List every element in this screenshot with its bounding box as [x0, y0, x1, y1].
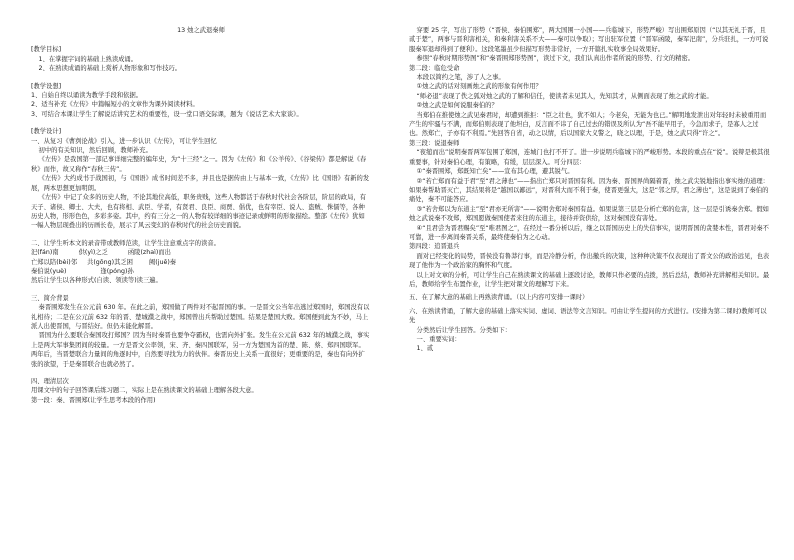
- intro-paragraph: 《左传》大约成书于战国初，与《国语》成书时间差不多，并且也是据传由上与基本一致，《左传》比《国语》有新的发展，两本思想更加明朗。: [31, 175, 370, 192]
- section6-line: 1、贰: [416, 345, 434, 353]
- structure-line: 第一段：秦、晋围郑(让学生思考本段的作用): [31, 396, 156, 404]
- lesson-title: 13 烛之武退秦师: [177, 27, 225, 34]
- intro-line: 一、从复习《曹刿论战》引入，进一步认识《左传》，可让学生回忆: [31, 137, 217, 145]
- right-column: [409, 26, 771, 354]
- section6-line: 一、重要实词：: [416, 336, 461, 343]
- stage2-line: ②烛之武是如何说服秦伯的？: [416, 102, 498, 110]
- stage3-line: ②“若亡郑而有益于君”至“君之薄也”——指出亡郑只对晋国有利。因为秦、晋国界尚隔着晋，烛之武尖锐地指出事实烛的道理：如果秦帮助晋灭亡，其结果将是“越国以鄙远”，对晋利大而不利于秦，使晋更强大，这是“邻之厚，君之薄也”，这是说到了秦伯的痛处，秦不可能答应。: [409, 177, 769, 204]
- stage3-line: “夜缒而出”说明秦晋两军包围了郑国，连城门也打不开了。进一步说明兵临城下的严峻形势。本段的重点在“说”。说辩是极其很重要事，针对秦伯心理，有策略，有缓，层层深入。可分四层：: [409, 149, 770, 166]
- stage3-heading: 第三段：说退秦师: [409, 139, 460, 147]
- stage4-heading: 第四段：追晋退兵: [409, 243, 460, 251]
- design-heading: [教学设计]: [31, 128, 62, 136]
- section6-line: 分类然后让学生回答。分类如下：: [416, 326, 511, 334]
- intro-paragraph: 《左传》是我国第一部记事详细完整的编年史，为“十三经”之一。因为《左传》和《公羊传》、《谷梁传》都是解说《春秋》而作，故又称作“春秋三传”。: [31, 156, 367, 173]
- section2-tail: 然后让学生以各种形式(自读、领读等)读三遍。: [31, 277, 162, 285]
- stage2-heading: 第二段：临危受命: [409, 64, 460, 72]
- goal-item: 1、在掌握字词的基础上熟读成诵。: [38, 55, 138, 63]
- pronunciation-line: 秦伯说(yuè) 逢(póng)孙: [31, 267, 134, 275]
- idea-item: 2、适当补充《左传》中篇幅短小的文章作为课外阅读材料。: [31, 101, 199, 109]
- left-column: [31, 26, 371, 405]
- stage2-line: 本段以简约之笔，涉了人之事。: [416, 74, 505, 82]
- stage2-line: 当郑伯在推使烛之武见秦君时，却遭到推拒：“臣之壮也，犹不如人；今老矣，无能为也已。”解明地发泄出对年轻时未被重用而产生的牢骚与不满，而郑伯则表现了他坦白，反言面不讳了自己过去的错误及所认为“吾不能早用子，今急而求子，是寡人之过也。然郑亡，子亦有不利焉。”先回答自省，动之以情，后以国家大义警之，晓之以理，于是，烛之武只得“许之”。: [409, 111, 767, 138]
- pronunciation-line: 汜(fán)南 供(yì)之乏 函陵(zhaì)而出: [31, 249, 171, 257]
- background-paragraph: 晋国为什么要联合秦国攻打郑国？因为当时秦晋也要争夺霸权，也需向外扩张。发生在公元前 632 年的城濮之战，事实上是两大军事集团间的较量。一方是晋文公率领，宋、齐、秦四国联军，另一方为楚国为首的楚、陈、蔡、郑四国联军。两年后，当晋楚联合力量间的角逐时中，自然要寻找为力的伙伴。秦晋历史上关系一直很好；更重要的是，秦也有向外扩张的欲望，于是秦晋联合也就必然了。: [31, 332, 370, 368]
- stage4-line: 面对已经变化的局势，晋侯没有鲁莽行事，而是冷静分析，作出撤兵的决策，这种种决策不仅表现出了晋文公的政治远见，也表现了他作为一个政治家的胸怀和气度。: [409, 252, 770, 270]
- pronunciation-line: 亡郑以陪(bèi)邻 共(gōng)其乏困 阙(juē)秦: [31, 258, 177, 266]
- stage4-line: 以上对文章的分析，可让学生自己在熟读课文的基础上逐段讨论，教师只作必要的点拨，然后总结，教师补充讲解相关知识。最后，教师给学生布置作业，让学生把对课文的理解写下来。: [409, 271, 770, 288]
- section5-line: 五、在了解大意的基础上再熟读背诵。（以上内容可安排一课时）: [409, 294, 589, 302]
- stage3-line: ①“秦晋围郑，郑既知亡矣”——宣布其心理，避其锐气。: [416, 168, 574, 176]
- intro-line: 初中的有关知识，然后回顾，教师补充。: [38, 147, 152, 155]
- section6-line: 六、在熟读背诵，了解大意的基础上落实实词、虚词、语法等文言知识。可由让学生提问的方式进行。(安排为第二课时)教师可以先: [409, 307, 767, 325]
- stage3-line: ③“若舍郑以为东道主”至“君亦无所害”——说明舍郑对秦国有益。如果说第三层是分析亡郑的危害，这一层是引诱秦舍郑。假如烛之武说秦不攻郑，郑国愿做秦国使者来往的东道主，接待并资供给，这对秦国没有害处。: [409, 205, 769, 223]
- goal-item: 2、在熟读成诵的基础上赏析人物形象和写作技巧。: [38, 65, 182, 73]
- background-paragraph: 秦晋围郑发生在公元前 630 年。在此之前，郑国做了两件对不起晋国的事。一是晋文公当年出逃过郑国时，郑国没有以礼相待；二是在公元前 632 年的晋、楚城濮之战中，郑国曾出兵帮助过楚国。结果是楚国大败。郑国便到此为不妙，马上派人出使晋国，与晋结好。但仍未能化解晋。: [31, 304, 370, 330]
- idea-item: 3、可结合本课让学生了解说话讲究艺术的重要性，设一堂口语交际课，题为《说话艺术大家谈》。: [31, 110, 303, 118]
- goals-heading: [教学目标]: [31, 46, 62, 54]
- idea-item: 1、自始自终以诵读为教学手段和依据。: [31, 92, 143, 100]
- section4-heading: 四、理清层次: [31, 378, 69, 385]
- stage3-line: ④“且君尝为晋君赐矣”至“唯君图之”，在经过一番分析以后，继之以晋国历史上的失信事实，说明晋国的贪婪本性，晋君对秦不可靠，进一步离间秦晋关系，最终使秦伯为之心动。: [409, 224, 769, 241]
- section2-heading: 二、让学生听本文的录音带或教师范读，让学生注意重点字的读音。: [31, 239, 220, 247]
- intro-paragraph: 《左传》中记了众多的历史人物，不论其地位高低，职务贵贱，这些人物都活于春秋时代社会各阶层，阶层的政局，有天子、诸侯、卿士、大夫，也有将相、武臣、学者，有贤君、良臣、商贾、倡优，也有宰臣、说人、盗贼、侏儒等，各种历史人物，形形色色，多彩多姿。其中，约有三分之一的人物有较详细的事迹记录或鲜明的形象描绘。整部《左传》犹如一幅人物层现叠出的历画长卷，展示了风云变幻的春秋时代的社会历史面貌。: [31, 194, 366, 230]
- structure-line: 用课文中的句子回答课后练习题二，实际上是在熟读课文的基础上理解各段大意。: [31, 387, 258, 395]
- section3-heading: 三、简介背景: [31, 294, 69, 302]
- stage2-line: “师必退”表现了佚之狐对烛之武的了解和信任，使读者未见其人，先知其才，从侧面表现了烛之武的才能。: [416, 92, 713, 100]
- analysis-paragraph: 穿要 25 字，写出了形势（“晋侯、秦伯围郑”，两大国围一小国——兵临城下，形势严峻）写出围郑原因（“以其无礼于晋，且贰于楚”，两事与晋利害相关，和秦利害关系不大——秦可以争取）；写出驻军位置（“晋军函陵，秦军汜南”，分兵驻扎，一方可说服秦军退却得到了便利）。这段笔墨虽少但描写形势非常好，一方开篇扎实收事全局效果好。: [409, 27, 769, 53]
- analysis-paragraph: 参照“春秋时期形势图”和“秦晋围郑形势图”，读过下文，我们认真出作者所说的形势、行文的精密。: [416, 55, 695, 63]
- stage2-line: ①烛之武的话对刻画烛之武的形象有何作用？: [416, 83, 542, 91]
- ideas-heading: [教学设想]: [31, 82, 62, 90]
